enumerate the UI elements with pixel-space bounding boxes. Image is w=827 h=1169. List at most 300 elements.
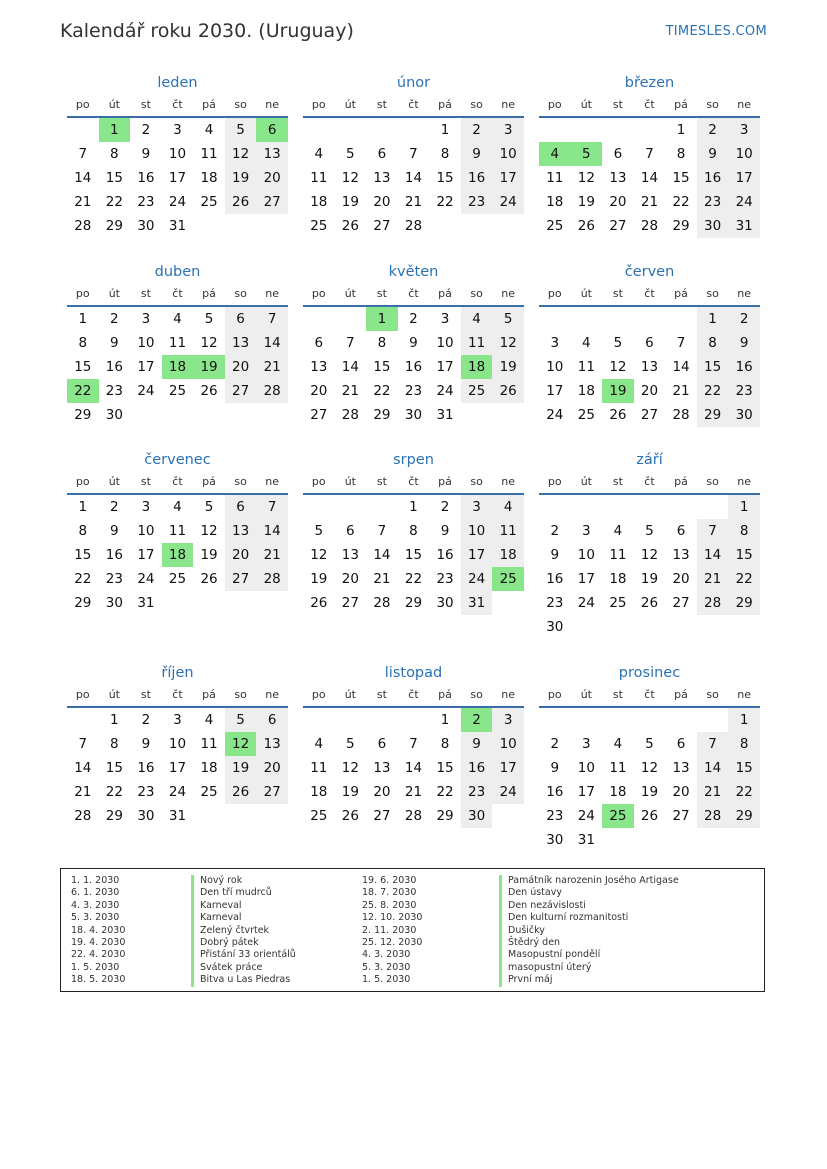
day-cell: 31 (577, 832, 595, 848)
empty-cell (335, 118, 367, 142)
empty-cell (67, 708, 99, 732)
day-cell: 20 (225, 355, 257, 379)
empty-cell (634, 307, 666, 331)
day-cell: 6 (676, 523, 686, 539)
day-cell: 7 (256, 495, 288, 519)
weekday-label: čt (644, 287, 655, 300)
day-cell: 22 (373, 383, 391, 399)
month-name: srpen (393, 452, 434, 468)
day-cell: 2 (110, 311, 119, 327)
day-cell: 22 (74, 571, 92, 587)
day-cell: 29 (672, 218, 690, 234)
day-cell: 16 (728, 355, 760, 379)
day-cell: 1 (440, 712, 450, 728)
weekday-label: po (547, 688, 562, 701)
legend-holiday-name: Přistání 33 orientálů (191, 949, 296, 961)
legend-holiday-name: Bitva u Las Piedras (191, 974, 296, 986)
day-cell: 24 (137, 571, 155, 587)
day-cell: 9 (440, 523, 450, 539)
day-cell: 3 (492, 118, 524, 142)
holiday-day-cell: 1 (366, 307, 398, 331)
day-cell: 16 (105, 359, 123, 375)
day-cell: 15 (728, 543, 760, 567)
day-cell: 1 (110, 712, 119, 728)
weekday-label: po (547, 475, 562, 488)
day-cell: 24 (577, 595, 595, 611)
weekday-header (67, 94, 288, 118)
day-cell: 13 (256, 732, 288, 756)
day-cell: 28 (404, 218, 423, 234)
day-cell: 15 (105, 760, 123, 776)
day-cell: 1 (728, 495, 760, 519)
day-cell: 24 (137, 383, 155, 399)
day-cell: 23 (137, 194, 155, 210)
day-cell: 8 (440, 146, 450, 162)
legend-holiday-name: Štědrý den (499, 937, 679, 949)
day-cell: 11 (200, 736, 218, 752)
day-cell: 14 (341, 359, 359, 375)
day-cell: 4 (204, 122, 214, 138)
day-cell: 7 (409, 146, 418, 162)
day-cell: 12 (341, 760, 359, 776)
holiday-day-cell: 19 (602, 379, 634, 403)
day-cell: 22 (404, 571, 423, 587)
brand-link[interactable]: TIMESLES.COM (665, 24, 767, 39)
legend-holiday-name: Dušičky (499, 925, 679, 937)
day-cell: 10 (137, 523, 155, 539)
day-cell: 31 (461, 591, 493, 615)
day-cell: 26 (310, 595, 328, 611)
day-grid (67, 708, 288, 828)
day-cell: 8 (78, 523, 88, 539)
day-cell: 22 (728, 567, 760, 591)
day-cell: 15 (436, 170, 454, 186)
day-cell: 3 (141, 499, 151, 515)
day-cell: 25 (461, 379, 493, 403)
day-cell: 29 (74, 595, 92, 611)
weekday-header (67, 471, 288, 495)
day-cell: 7 (409, 736, 418, 752)
day-cell: 5 (225, 118, 257, 142)
weekday-label: po (311, 98, 326, 111)
day-cell: 17 (137, 359, 155, 375)
day-cell: 27 (609, 218, 627, 234)
day-cell: 3 (173, 712, 182, 728)
legend-date: 4. 3. 2030 (71, 899, 120, 911)
day-cell: 24 (168, 194, 187, 210)
day-cell: 6 (346, 523, 355, 539)
day-cell: 2 (550, 736, 560, 752)
day-cell: 19 (200, 547, 218, 563)
day-cell: 29 (105, 808, 123, 824)
day-cell: 2 (728, 307, 760, 331)
empty-cell (697, 495, 729, 519)
day-cell: 9 (110, 523, 119, 539)
weekday-label: pá (438, 98, 452, 111)
day-cell: 10 (728, 142, 760, 166)
day-cell: 30 (728, 403, 760, 427)
day-cell: 5 (204, 311, 214, 327)
legend-dates-col-2 (362, 875, 422, 987)
legend-holiday-name: První máj (499, 974, 679, 986)
legend-date: 18. 4. 2030 (71, 924, 126, 936)
day-cell: 14 (640, 170, 659, 186)
day-cell: 8 (409, 523, 418, 539)
weekday-label: pá (202, 475, 216, 488)
legend-dates-col-1 (71, 875, 125, 987)
day-cell: 18 (492, 543, 524, 567)
day-cell: 25 (168, 383, 187, 399)
day-cell: 20 (256, 756, 288, 780)
weekday-header (539, 684, 760, 708)
holiday-day-cell: 1 (99, 118, 131, 142)
empty-cell (303, 307, 335, 331)
weekday-label: pá (674, 287, 688, 300)
day-cell: 15 (436, 760, 454, 776)
holiday-day-cell: 5 (571, 142, 603, 166)
weekday-label: so (706, 688, 719, 701)
day-cell: 8 (377, 335, 387, 351)
day-cell: 18 (609, 571, 627, 587)
day-cell: 24 (168, 784, 187, 800)
day-cell: 29 (436, 808, 454, 824)
day-cell: 6 (676, 736, 686, 752)
day-cell: 29 (373, 407, 391, 423)
weekday-label: út (344, 475, 356, 488)
weekday-label: čt (172, 98, 183, 111)
day-cell: 26 (492, 379, 524, 403)
day-cell: 17 (728, 166, 760, 190)
weekday-label: st (376, 287, 387, 300)
day-cell: 5 (314, 523, 324, 539)
legend-holiday-name: masopustní úterý (499, 962, 679, 974)
weekday-label: st (612, 98, 623, 111)
day-cell: 1 (728, 708, 760, 732)
legend-date: 1. 5. 2030 (71, 961, 120, 973)
day-grid (539, 708, 760, 852)
day-cell: 17 (546, 383, 564, 399)
weekday-label: čt (408, 98, 419, 111)
day-cell: 11 (546, 170, 564, 186)
legend-names-col-2 (499, 875, 679, 987)
day-cell: 26 (225, 190, 257, 214)
day-cell: 7 (697, 519, 729, 543)
weekday-label: st (376, 475, 387, 488)
day-cell: 14 (404, 760, 423, 776)
day-cell: 28 (697, 804, 729, 828)
weekday-label: ne (265, 475, 280, 488)
day-cell: 21 (404, 784, 423, 800)
day-cell: 28 (256, 379, 288, 403)
day-cell: 2 (141, 712, 151, 728)
day-cell: 5 (613, 335, 623, 351)
day-cell: 23 (546, 808, 564, 824)
day-cell: 16 (105, 547, 123, 563)
day-cell: 4 (173, 311, 182, 327)
day-cell: 3 (492, 708, 524, 732)
day-cell: 20 (609, 194, 627, 210)
legend-holiday-name: Památník narozenin Josého Artigase (499, 875, 679, 887)
month-květen (303, 261, 524, 427)
empty-cell (665, 495, 697, 519)
day-cell: 16 (137, 170, 155, 186)
day-cell: 18 (609, 784, 627, 800)
weekday-label: ne (737, 688, 752, 701)
legend-date: 5. 3. 2030 (362, 961, 411, 973)
day-cell: 6 (645, 335, 654, 351)
day-cell: 27 (373, 808, 391, 824)
day-cell: 22 (105, 784, 123, 800)
empty-cell (665, 307, 697, 331)
day-cell: 26 (577, 218, 595, 234)
day-cell: 15 (728, 756, 760, 780)
month-name: září (636, 452, 663, 468)
day-cell: 20 (373, 194, 391, 210)
day-cell: 28 (640, 218, 659, 234)
day-cell: 11 (168, 523, 187, 539)
legend-date: 22. 4. 2030 (71, 949, 126, 961)
day-cell: 25 (310, 808, 328, 824)
day-cell: 8 (728, 519, 760, 543)
empty-cell (335, 495, 367, 519)
day-cell: 12 (225, 142, 257, 166)
day-cell: 26 (225, 780, 257, 804)
legend-date: 1. 1. 2030 (71, 875, 120, 886)
month-září (539, 449, 760, 639)
day-cell: 1 (440, 122, 450, 138)
day-cell: 4 (492, 495, 524, 519)
legend-date: 2. 11. 2030 (362, 924, 417, 936)
weekday-label: so (234, 98, 247, 111)
day-cell: 3 (141, 311, 151, 327)
day-grid (67, 307, 288, 427)
weekday-label: so (234, 475, 247, 488)
holiday-day-cell: 12 (225, 732, 257, 756)
month-name: červenec (144, 452, 211, 468)
weekday-label: út (344, 98, 356, 111)
holiday-day-cell: 19 (193, 355, 225, 379)
empty-cell (398, 708, 430, 732)
day-cell: 2 (550, 523, 560, 539)
day-cell: 3 (440, 311, 450, 327)
day-cell: 19 (640, 784, 659, 800)
day-cell: 16 (461, 166, 493, 190)
day-cell: 7 (78, 146, 88, 162)
day-cell: 9 (409, 335, 418, 351)
day-cell: 30 (404, 407, 423, 423)
day-cell: 11 (310, 170, 328, 186)
day-cell: 23 (728, 379, 760, 403)
day-cell: 31 (168, 808, 187, 824)
empty-cell (539, 307, 571, 331)
day-grid (539, 118, 760, 238)
day-cell: 26 (640, 808, 659, 824)
day-cell: 10 (546, 359, 564, 375)
weekday-label: st (140, 475, 151, 488)
day-cell: 22 (105, 194, 123, 210)
legend-date: 25. 8. 2030 (362, 899, 417, 911)
day-cell: 21 (672, 383, 690, 399)
weekday-label: út (108, 688, 120, 701)
month-name: říjen (161, 665, 194, 681)
weekday-label: út (580, 98, 592, 111)
day-cell: 23 (546, 595, 564, 611)
weekday-label: st (140, 98, 151, 111)
day-cell: 26 (341, 218, 359, 234)
weekday-header (303, 283, 524, 307)
day-cell: 5 (645, 736, 654, 752)
day-cell: 24 (492, 190, 524, 214)
day-cell: 27 (310, 407, 328, 423)
month-name: prosinec (618, 665, 681, 681)
day-cell: 8 (697, 331, 729, 355)
day-cell: 9 (550, 760, 560, 776)
day-cell: 13 (310, 359, 328, 375)
day-cell: 16 (436, 547, 454, 563)
day-cell: 28 (74, 808, 92, 824)
day-cell: 8 (110, 146, 119, 162)
day-cell: 17 (577, 784, 595, 800)
day-cell: 13 (373, 170, 391, 186)
day-cell: 21 (697, 567, 729, 591)
day-cell: 20 (310, 383, 328, 399)
legend-date: 18. 5. 2030 (71, 974, 126, 986)
day-cell: 9 (697, 142, 729, 166)
day-cell: 24 (436, 383, 454, 399)
day-cell: 19 (492, 355, 524, 379)
holiday-day-cell: 18 (162, 543, 194, 567)
empty-cell (366, 118, 398, 142)
day-cell: 30 (105, 595, 123, 611)
day-cell: 30 (137, 218, 155, 234)
day-cell: 6 (225, 495, 257, 519)
day-cell: 4 (314, 146, 324, 162)
day-cell: 10 (577, 547, 595, 563)
day-cell: 15 (74, 547, 92, 563)
legend-date: 5. 3. 2030 (71, 912, 120, 924)
empty-cell (67, 118, 99, 142)
day-cell: 10 (436, 335, 454, 351)
day-cell: 6 (225, 307, 257, 331)
day-cell: 11 (492, 519, 524, 543)
day-cell: 16 (461, 756, 493, 780)
day-cell: 31 (137, 595, 155, 611)
day-cell: 30 (546, 619, 564, 635)
empty-cell (366, 708, 398, 732)
day-cell: 30 (697, 214, 729, 238)
day-cell: 3 (461, 495, 493, 519)
month-leden (67, 72, 288, 238)
weekday-header (303, 684, 524, 708)
day-cell: 7 (346, 335, 355, 351)
weekday-label: út (108, 287, 120, 300)
day-cell: 11 (461, 331, 493, 355)
day-cell: 4 (314, 736, 324, 752)
day-cell: 7 (78, 736, 88, 752)
day-cell: 15 (697, 355, 729, 379)
day-cell: 27 (256, 780, 288, 804)
day-cell: 20 (640, 383, 659, 399)
day-cell: 8 (728, 732, 760, 756)
weekday-label: so (706, 98, 719, 111)
page-title: Kalendář roku 2030. (Uruguay) (60, 20, 354, 42)
day-cell: 13 (672, 760, 690, 776)
weekday-label: út (580, 688, 592, 701)
day-cell: 27 (672, 595, 690, 611)
month-červenec (67, 449, 288, 615)
weekday-label: po (311, 688, 326, 701)
day-cell: 30 (436, 595, 454, 611)
weekday-label: st (140, 688, 151, 701)
day-cell: 2 (409, 311, 418, 327)
day-cell: 4 (204, 712, 214, 728)
weekday-label: so (234, 287, 247, 300)
month-únor (303, 72, 524, 238)
legend-holiday-name: Karneval (191, 912, 296, 924)
holiday-day-cell: 22 (67, 379, 99, 403)
empty-cell (335, 307, 367, 331)
weekday-label: so (470, 688, 483, 701)
day-cell: 28 (341, 407, 359, 423)
day-cell: 25 (200, 784, 218, 800)
legend-holiday-name: Svátek práce (191, 962, 296, 974)
day-cell: 26 (200, 571, 218, 587)
day-cell: 17 (168, 760, 187, 776)
day-cell: 2 (440, 499, 450, 515)
empty-cell (634, 118, 666, 142)
weekday-label: pá (438, 688, 452, 701)
day-cell: 3 (728, 118, 760, 142)
day-cell: 31 (436, 407, 454, 423)
day-grid (303, 495, 524, 615)
day-grid (303, 307, 524, 427)
day-cell: 27 (640, 407, 659, 423)
legend-date: 19. 6. 2030 (362, 875, 417, 886)
empty-cell (539, 495, 571, 519)
holiday-legend (60, 868, 765, 992)
holiday-day-cell: 25 (602, 804, 634, 828)
holiday-day-cell: 18 (461, 355, 493, 379)
day-cell: 12 (200, 335, 218, 351)
weekday-label: ne (501, 475, 516, 488)
day-cell: 10 (168, 146, 187, 162)
day-cell: 22 (697, 379, 729, 403)
day-cell: 9 (728, 331, 760, 355)
day-cell: 21 (373, 571, 391, 587)
day-cell: 21 (341, 383, 359, 399)
day-cell: 14 (256, 519, 288, 543)
weekday-label: pá (674, 98, 688, 111)
day-cell: 24 (492, 780, 524, 804)
empty-cell (602, 708, 634, 732)
day-cell: 7 (697, 732, 729, 756)
day-cell: 27 (373, 218, 391, 234)
day-cell: 30 (461, 804, 493, 828)
empty-cell (366, 495, 398, 519)
weekday-label: so (470, 98, 483, 111)
weekday-label: út (344, 287, 356, 300)
weekday-label: po (75, 688, 90, 701)
weekday-label: čt (172, 475, 183, 488)
weekday-label: pá (202, 98, 216, 111)
weekday-label: čt (172, 287, 183, 300)
empty-cell (697, 708, 729, 732)
day-cell: 19 (341, 194, 359, 210)
day-cell: 24 (577, 808, 595, 824)
weekday-label: ne (737, 287, 752, 300)
empty-cell (571, 118, 603, 142)
day-cell: 16 (697, 166, 729, 190)
